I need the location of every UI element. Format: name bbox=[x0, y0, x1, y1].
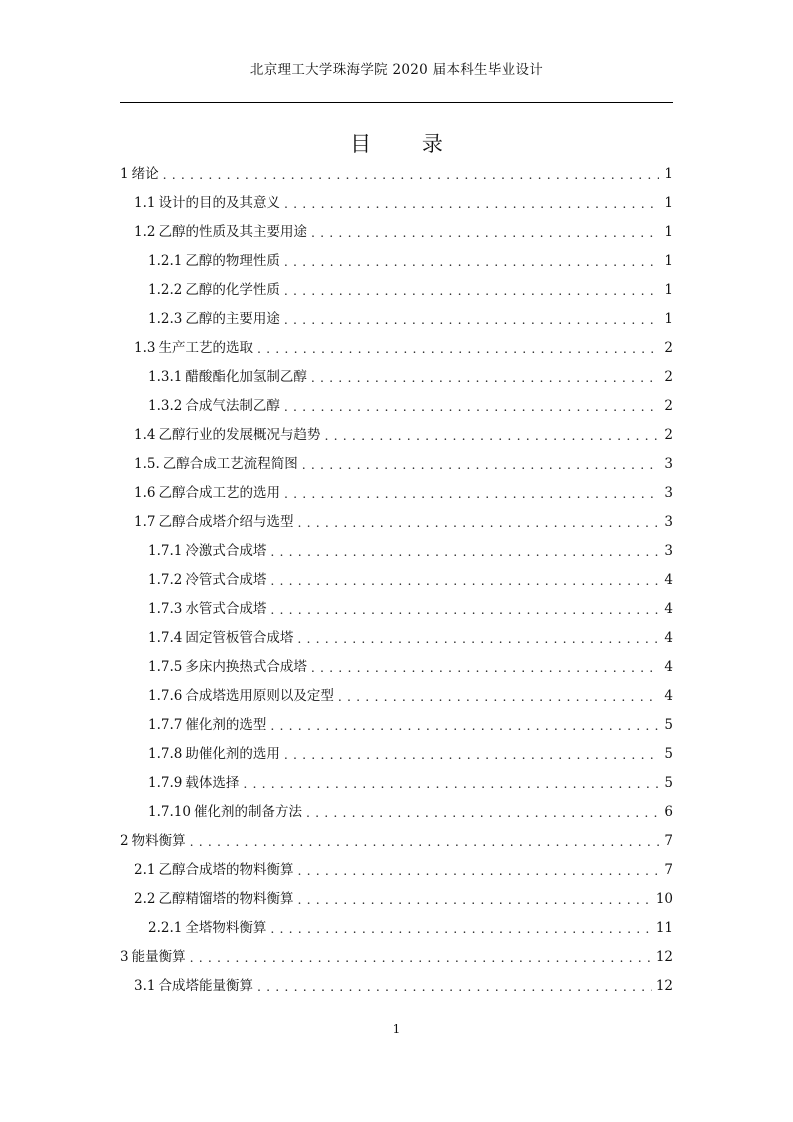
toc-entry-number: 1.7.1 bbox=[148, 543, 183, 559]
toc-entry-label: 乙醇的主要用途 bbox=[185, 311, 280, 327]
toc-entry-label: 乙醇合成塔介绍与选型 bbox=[158, 514, 294, 530]
toc-entry-number: 1.7.5 bbox=[148, 659, 183, 675]
toc-leader-dots bbox=[270, 537, 659, 566]
toc-entry-number: 1.7.8 bbox=[148, 746, 183, 762]
toc-leader-dots bbox=[270, 914, 651, 943]
toc-entry-number: 3 bbox=[120, 949, 129, 965]
toc-entry-page: 4 bbox=[664, 601, 673, 617]
toc-entry-number: 1.7.3 bbox=[148, 601, 183, 617]
toc-entry-page: 12 bbox=[655, 978, 673, 994]
toc-entry-page: 3 bbox=[664, 485, 673, 501]
toc-entry-page: 4 bbox=[664, 572, 673, 588]
toc-entry-number: 1.1 bbox=[134, 195, 156, 211]
toc-entry-page: 1 bbox=[664, 282, 673, 298]
toc-entry[interactable] bbox=[120, 798, 673, 827]
toc-entry-page: 4 bbox=[664, 630, 673, 646]
toc-entry-page: 7 bbox=[664, 862, 673, 878]
toc-entry[interactable] bbox=[120, 914, 673, 943]
toc-entry-page: 2 bbox=[664, 398, 673, 414]
toc-entry-number: 2.1 bbox=[134, 862, 156, 878]
toc-entry[interactable] bbox=[120, 508, 673, 537]
toc-entry[interactable] bbox=[120, 247, 673, 276]
toc-leader-dots bbox=[311, 218, 659, 247]
toc-entry[interactable] bbox=[120, 624, 673, 653]
toc-entry-number: 1.7.4 bbox=[148, 630, 183, 646]
toc-entry-label: 生产工艺的选取 bbox=[158, 340, 253, 356]
toc-leader-dots bbox=[324, 421, 659, 450]
toc-entry-label: 催化剂的制备方法 bbox=[193, 804, 302, 820]
toc-entry-number: 1.5. bbox=[134, 456, 160, 472]
toc-entry-number: 3.1 bbox=[134, 978, 156, 994]
toc-entry[interactable] bbox=[120, 856, 673, 885]
toc-leader-dots bbox=[284, 305, 659, 334]
toc-leader-dots bbox=[284, 392, 659, 421]
toc-entry-number: 1.7.9 bbox=[148, 775, 183, 791]
toc-entry-number: 1.2.2 bbox=[148, 282, 183, 298]
toc-entry-label: 合成气法制乙醇 bbox=[185, 398, 280, 414]
toc-entry-number: 2 bbox=[120, 833, 129, 849]
toc-entry[interactable] bbox=[120, 537, 673, 566]
toc-entry-number: 1.7 bbox=[134, 514, 156, 530]
toc-entry-page: 4 bbox=[664, 688, 673, 704]
toc-entry-label: 物料衡算 bbox=[131, 833, 186, 849]
toc-entry-label: 乙醇合成塔的物料衡算 bbox=[158, 862, 294, 878]
toc-entry-number: 1.3 bbox=[134, 340, 156, 356]
toc-entry-label: 乙醇行业的发展概况与趋势 bbox=[158, 427, 321, 443]
toc-entry-page: 3 bbox=[664, 456, 673, 472]
toc-leader-dots bbox=[306, 798, 659, 827]
toc-entry-page: 2 bbox=[664, 427, 673, 443]
toc-entry[interactable] bbox=[120, 740, 673, 769]
toc-entry-page: 3 bbox=[664, 543, 673, 559]
toc-entry-page: 12 bbox=[655, 949, 673, 965]
toc-leader-dots bbox=[311, 363, 659, 392]
toc-entry[interactable] bbox=[120, 276, 673, 305]
toc-entry-page: 11 bbox=[655, 920, 673, 936]
toc-entry-page: 1 bbox=[664, 253, 673, 269]
toc-leader-dots bbox=[302, 450, 659, 479]
toc-entry-number: 1.2 bbox=[134, 224, 156, 240]
toc-entry-label: 乙醇合成工艺流程简图 bbox=[162, 456, 298, 472]
toc-entry[interactable] bbox=[120, 885, 673, 914]
toc-entry-page: 3 bbox=[664, 514, 673, 530]
toc-entry-number: 1.7.10 bbox=[148, 804, 191, 820]
toc-leader-dots bbox=[338, 682, 659, 711]
toc-leader-dots bbox=[257, 334, 659, 363]
page-number: 1 bbox=[392, 1022, 401, 1036]
toc-entry-number: 1.7.6 bbox=[148, 688, 183, 704]
toc-leader-dots bbox=[270, 566, 659, 595]
toc-leader-dots bbox=[190, 827, 659, 856]
table-of-contents bbox=[120, 160, 673, 1001]
toc-entry-label: 助催化剂的选用 bbox=[185, 746, 280, 762]
toc-entry[interactable] bbox=[120, 305, 673, 334]
toc-leader-dots bbox=[284, 247, 659, 276]
toc-entry-label: 乙醇的物理性质 bbox=[185, 253, 280, 269]
toc-entry[interactable] bbox=[120, 769, 673, 798]
toc-leader-dots bbox=[297, 624, 659, 653]
toc-leader-dots bbox=[257, 972, 652, 1001]
toc-entry-number: 1.2.1 bbox=[148, 253, 183, 269]
toc-entry-page: 10 bbox=[655, 891, 673, 907]
toc-entry[interactable] bbox=[120, 566, 673, 595]
toc-entry-page: 1 bbox=[664, 166, 673, 182]
toc-entry[interactable] bbox=[120, 682, 673, 711]
toc-leader-dots bbox=[243, 769, 659, 798]
toc-entry-label: 绪论 bbox=[131, 166, 159, 182]
page-title: 目 录 bbox=[350, 132, 465, 156]
toc-leader-dots bbox=[270, 711, 659, 740]
toc-entry-page: 1 bbox=[664, 311, 673, 327]
toc-entry-label: 催化剂的选型 bbox=[185, 717, 267, 733]
toc-leader-dots bbox=[284, 479, 659, 508]
toc-entry-label: 水管式合成塔 bbox=[185, 601, 267, 617]
toc-entry[interactable] bbox=[120, 653, 673, 682]
toc-entry[interactable] bbox=[120, 711, 673, 740]
toc-entry[interactable] bbox=[120, 392, 673, 421]
toc-entry[interactable] bbox=[120, 421, 673, 450]
toc-entry[interactable] bbox=[120, 450, 673, 479]
toc-entry-label: 合成塔选用原则以及定型 bbox=[185, 688, 334, 704]
toc-entry[interactable] bbox=[120, 334, 673, 363]
toc-leader-dots bbox=[297, 885, 651, 914]
toc-leader-dots bbox=[297, 856, 659, 885]
toc-entry[interactable] bbox=[120, 943, 673, 972]
toc-entry-label: 多床内换热式合成塔 bbox=[185, 659, 307, 675]
toc-leader-dots bbox=[297, 508, 659, 537]
toc-entry-number: 1.7.2 bbox=[148, 572, 183, 588]
toc-entry-page: 7 bbox=[664, 833, 673, 849]
toc-entry-label: 乙醇合成工艺的选用 bbox=[158, 485, 280, 501]
toc-entry-number: 1.7.7 bbox=[148, 717, 183, 733]
toc-entry[interactable] bbox=[120, 218, 673, 247]
toc-entry-label: 乙醇的性质及其主要用途 bbox=[158, 224, 307, 240]
toc-entry-label: 固定管板管合成塔 bbox=[185, 630, 294, 646]
page-header: 北京理工大学珠海学院 2020 届本科生毕业设计 bbox=[249, 62, 544, 78]
toc-entry-page: 2 bbox=[664, 340, 673, 356]
toc-entry-page: 1 bbox=[664, 224, 673, 240]
toc-entry-label: 能量衡算 bbox=[131, 949, 186, 965]
toc-leader-dots bbox=[163, 160, 659, 189]
toc-leader-dots bbox=[190, 943, 652, 972]
toc-entry-page: 1 bbox=[664, 195, 673, 211]
toc-entry-label: 冷激式合成塔 bbox=[185, 543, 267, 559]
toc-entry[interactable] bbox=[120, 595, 673, 624]
toc-entry[interactable] bbox=[120, 479, 673, 508]
toc-entry-number: 1.3.2 bbox=[148, 398, 183, 414]
toc-entry-number: 1.3.1 bbox=[148, 369, 183, 385]
toc-entry-label: 设计的目的及其意义 bbox=[158, 195, 280, 211]
toc-entry-number: 1.2.3 bbox=[148, 311, 183, 327]
toc-entry[interactable] bbox=[120, 827, 673, 856]
toc-entry-label: 乙醇精馏塔的物料衡算 bbox=[158, 891, 294, 907]
toc-entry-label: 全塔物料衡算 bbox=[185, 920, 267, 936]
toc-entry-number: 2.2 bbox=[134, 891, 156, 907]
toc-leader-dots bbox=[284, 740, 659, 769]
toc-entry-label: 载体选择 bbox=[185, 775, 240, 791]
toc-entry-page: 2 bbox=[664, 369, 673, 385]
toc-entry-page: 5 bbox=[664, 775, 673, 791]
toc-entry-page: 4 bbox=[664, 659, 673, 675]
toc-entry-number: 1.4 bbox=[134, 427, 156, 443]
toc-entry-page: 5 bbox=[664, 746, 673, 762]
toc-entry-label: 乙醇的化学性质 bbox=[185, 282, 280, 298]
toc-entry-page: 5 bbox=[664, 717, 673, 733]
toc-leader-dots bbox=[270, 595, 659, 624]
toc-entry-number: 2.2.1 bbox=[148, 920, 183, 936]
toc-entry[interactable] bbox=[120, 363, 673, 392]
toc-entry-page: 6 bbox=[664, 804, 673, 820]
toc-entry-label: 醋酸酯化加氢制乙醇 bbox=[185, 369, 307, 385]
toc-entry-number: 1.6 bbox=[134, 485, 156, 501]
toc-leader-dots bbox=[284, 276, 659, 305]
header-divider bbox=[120, 102, 673, 103]
toc-entry-label: 冷管式合成塔 bbox=[185, 572, 267, 588]
toc-entry[interactable] bbox=[120, 189, 673, 218]
toc-entry[interactable] bbox=[120, 160, 673, 189]
toc-leader-dots bbox=[311, 653, 659, 682]
toc-entry[interactable] bbox=[120, 972, 673, 1001]
toc-leader-dots bbox=[284, 189, 659, 218]
toc-entry-label: 合成塔能量衡算 bbox=[158, 978, 253, 994]
toc-entry-number: 1 bbox=[120, 166, 129, 182]
